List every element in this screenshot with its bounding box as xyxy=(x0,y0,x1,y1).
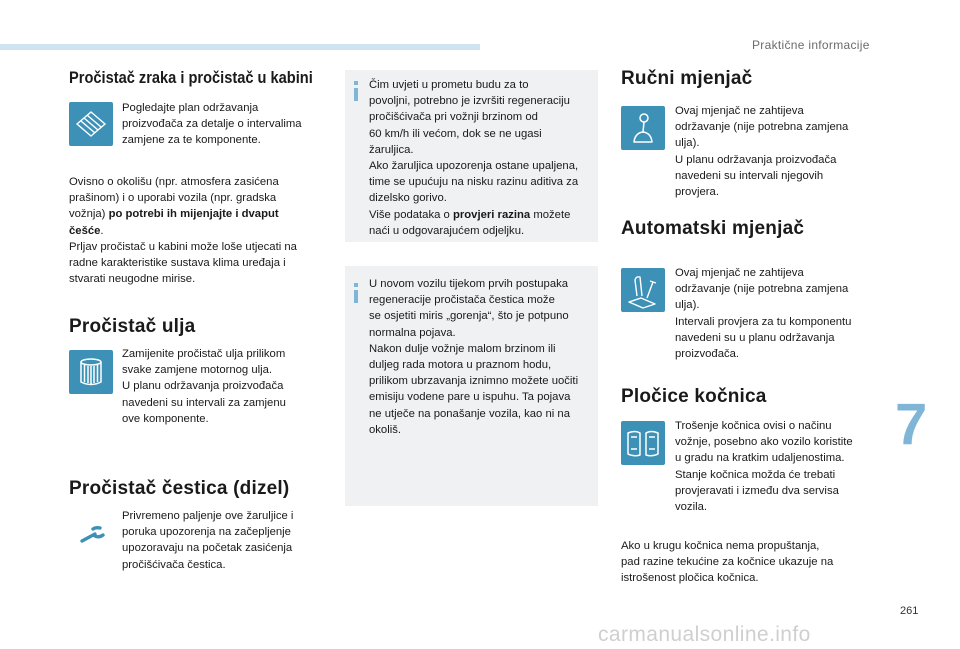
brake-pads-line: vozila. xyxy=(675,501,708,514)
cabin-body-line: radne karakteristike sustava klima uređaja i xyxy=(69,257,286,270)
note-line: okoliš. xyxy=(369,423,402,436)
chapter-number: 7 xyxy=(895,392,928,457)
cabin-body-line xyxy=(69,206,329,222)
top-accent-bar xyxy=(0,44,480,50)
watermark: carmanualsonline.info xyxy=(598,623,811,646)
section-label: Praktične informacije xyxy=(752,38,870,52)
note-line: dizelsko gorivo. xyxy=(369,192,447,205)
info-icon xyxy=(354,81,358,85)
particle-filter-line: Privremeno paljenje ove žaruljice i xyxy=(122,510,294,522)
info-icon xyxy=(354,283,358,287)
note-line: 60 km/h ili većom, dok se ne ugasi xyxy=(369,127,542,140)
air-filter-icon xyxy=(69,102,113,146)
info-icon-bar xyxy=(354,290,358,303)
brake-footer-line: Ako u krugu kočnica nema propuštanja, xyxy=(621,540,820,552)
cabin-filter-body xyxy=(69,174,329,287)
manual-gearbox-text xyxy=(675,103,890,200)
oil-filter-title: Pročistač ulja xyxy=(69,316,196,337)
auto-gearbox-line: ulja). xyxy=(675,299,700,312)
manual-gearbox-line: U planu održavanja proizvođača xyxy=(675,153,837,166)
manual-gearbox-line: Ovaj mjenjač ne zahtijeva xyxy=(675,105,804,117)
note-text: Više podataka o xyxy=(369,208,453,221)
cabin-body-line: prašinom) i o uporabi vozila (npr. gradska xyxy=(69,192,277,205)
auto-gearbox-title: Automatski mjenjač xyxy=(621,218,805,239)
manual-gearbox-line: ulja). xyxy=(675,137,700,150)
brake-pads-line: vožnje, posebno ako vozilo koristite xyxy=(675,436,853,449)
cabin-body-text: vožnja) xyxy=(69,208,109,221)
brake-footer-line: pad razine tekućine za kočnice ukazuje na xyxy=(621,556,834,569)
auto-gearbox-line: Ovaj mjenjač ne zahtijeva xyxy=(675,267,804,279)
auto-gearbox-line: navedeni su u planu održavanja xyxy=(675,331,835,344)
note-line: time se upućuju na nisku razinu aditiva za xyxy=(369,176,579,189)
burning-smell-note xyxy=(345,266,598,506)
auto-gearbox-text xyxy=(675,265,890,362)
note-line: ne utječe na ponašanje vozila, kao ni na xyxy=(369,407,570,420)
note-line: Ako žaruljica upozorenja ostane upaljena, xyxy=(369,160,579,173)
note-line: se osjetiti miris „gorenja“, što je potpuno xyxy=(369,310,569,323)
cabin-body-text: . xyxy=(100,224,104,237)
oil-filter-line: svake zamjene motornog ulja. xyxy=(122,364,273,377)
note-text: možete xyxy=(530,208,571,221)
particle-filter-line: poruka upozorenja na začepljenje xyxy=(122,526,291,539)
cabin-body-line: stvarati neugodne mirise. xyxy=(69,273,196,286)
cabin-filter-intro xyxy=(122,100,337,149)
oil-filter-line: Zamijenite pročistač ulja prilikom xyxy=(122,348,286,360)
manual-gearbox-line: održavanje (nije potrebna zamjena xyxy=(675,121,849,134)
note-line: U novom vozilu tijekom prvih postupaka xyxy=(369,278,569,290)
auto-gearbox-line: Intervali provjera za tu komponentu xyxy=(675,315,852,328)
brake-fluid-footer xyxy=(621,538,881,587)
note-line: naći u odgovarajućem odjeljku. xyxy=(369,224,525,237)
brake-pads-line: Trošenje kočnica ovisi o načinu xyxy=(675,420,832,432)
oil-filter-line: ove komponente. xyxy=(122,412,209,425)
cabin-body-line: Ovisno o okolišu (npr. atmosfera zasićena xyxy=(69,176,279,188)
burning-smell-note-text xyxy=(369,276,592,438)
regeneration-note-text xyxy=(369,77,592,239)
manual-gearbox-line: provjera. xyxy=(675,186,719,199)
brake-footer-line: istrošenost pločica kočnica. xyxy=(621,572,759,585)
note-line: Nakon dulje vožnje malom brzinom ili xyxy=(369,342,556,355)
brake-pads-line: Stanje kočnica možda će trebati xyxy=(675,468,836,481)
auto-gearbox-line: održavanje (nije potrebna zamjena xyxy=(675,283,849,296)
manual-gearbox-line: navedeni su intervali njegovih xyxy=(675,169,824,182)
regeneration-note xyxy=(345,70,598,242)
note-line xyxy=(369,207,592,223)
oil-filter-icon xyxy=(69,350,113,394)
note-line: normalna pojava. xyxy=(369,326,456,339)
page-number: 261 xyxy=(900,605,919,617)
gear-lever-icon xyxy=(621,106,665,150)
particle-filter-text xyxy=(122,508,337,573)
note-line: prilikom ubrzavanja iznimno možete uočiti xyxy=(369,375,579,388)
brake-pads-line: u gradu na kratkim udaljenostima. xyxy=(675,452,845,465)
cabin-intro-line: zamjene za te komponente. xyxy=(122,134,261,147)
wrench-icon xyxy=(78,520,108,550)
note-line: regeneracije pročistača čestica može xyxy=(369,294,555,307)
brake-pads-text xyxy=(675,418,895,515)
oil-filter-line: navedeni su intervali za zamjenu xyxy=(122,396,286,409)
note-line: pročišćivača pri vožnji brzinom od xyxy=(369,111,538,124)
brake-pads-icon xyxy=(621,421,665,465)
note-line: duljeg rada motora u praznom hodu, xyxy=(369,359,552,372)
cabin-body-bold: češće xyxy=(69,224,101,237)
brake-pads-title: Pločice kočnica xyxy=(621,386,767,407)
auto-gearbox-line: proizvođača. xyxy=(675,348,740,361)
oil-filter-line: U planu održavanja proizvođača xyxy=(122,380,284,393)
particle-filter-title: Pročistač čestica (dizel) xyxy=(69,478,290,499)
note-line: emisiju vodene pare u ispuhu. Ta pojava xyxy=(369,391,571,404)
note-line: žaruljica. xyxy=(369,143,414,156)
info-icon-bar xyxy=(354,88,358,101)
cabin-body-line xyxy=(69,223,329,239)
cabin-intro-line: Pogledajte plan održavanja xyxy=(122,102,259,114)
cabin-filter-title: Pročistač zraka i pročistač u kabini xyxy=(69,68,313,87)
note-line: povoljni, potrebno je izvršiti regeneraciju xyxy=(369,95,570,108)
particle-filter-line: pročišćivača čestica. xyxy=(122,558,226,571)
note-line: Čim uvjeti u prometu budu za to xyxy=(369,79,529,91)
manual-gearbox-title: Ručni mjenjač xyxy=(621,68,753,89)
note-bold: provjeri razina xyxy=(452,208,531,221)
cabin-body-bold: po potrebi ih mijenjajte i dvaput xyxy=(108,208,279,221)
cabin-body-line: Prljav pročistač u kabini može loše utjecati na xyxy=(69,240,297,253)
brake-pads-line: provjeravati i između dva servisa xyxy=(675,484,839,497)
oil-filter-text xyxy=(122,346,337,427)
particle-filter-line: upozoravaju na početak zasićenja xyxy=(122,542,293,555)
cabin-intro-line: proizvođača za detalje o intervalima xyxy=(122,118,302,131)
automatic-selector-icon xyxy=(621,268,665,312)
